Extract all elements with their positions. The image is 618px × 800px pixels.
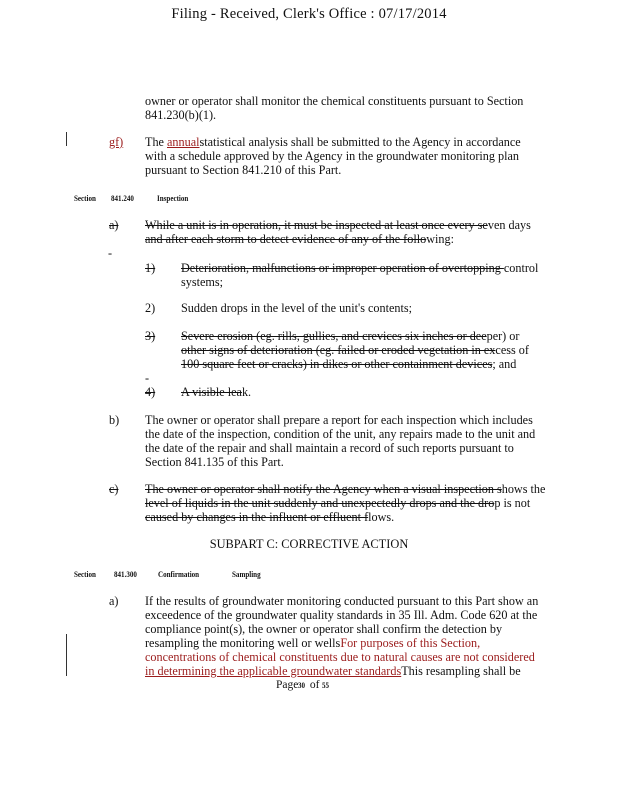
section-number: 841.240: [111, 193, 134, 203]
plain-text: This resampling shall be: [401, 664, 521, 678]
item-a2-line-5: concentrations of chemical constituents due to natural causes are not considered: [145, 650, 535, 664]
item-c-line-1: [145, 482, 545, 496]
plain-text: control: [503, 261, 539, 275]
section-title: Confirmation: [158, 569, 200, 579]
of-word: of: [309, 679, 320, 691]
inserted-text: For purposes of this Section,: [340, 636, 481, 650]
inserted-text: in determining the applicable groundwater standards: [145, 664, 402, 678]
continuation-line-2: 841.230(b)(1).: [145, 108, 217, 122]
plain-text: cess of: [495, 343, 529, 357]
dash-mark: -: [108, 246, 113, 260]
plain-text: p is not: [494, 496, 531, 510]
item-a2-line-2: exceedence of the groundwater quality standards in 35 Ill. Adm. Code 620 at the: [145, 608, 538, 622]
item-label: 4): [145, 385, 156, 399]
item-a2-line-1: If the results of groundwater monitoring conducted pursuant to this Part show an: [145, 594, 539, 608]
item-g-line-2: with a schedule approved by the Agency in the groundwater monitoring plan: [145, 149, 519, 163]
plain-text: wing:: [426, 232, 454, 246]
struck-text: other signs of deterioration (eg. failed or eroded vegetation in ex: [181, 343, 496, 357]
item-g-post: statistical analysis shall be submitted to the Agency in accordance: [199, 135, 521, 149]
item-c-line-3: [145, 510, 394, 524]
item-4-text: [181, 385, 251, 399]
item-1-line-1: [181, 261, 538, 275]
item-label: b): [109, 413, 120, 427]
item-3-line-2: [181, 343, 529, 357]
section-word: Section: [74, 569, 96, 579]
section-number: 841.300: [114, 569, 137, 579]
item-1-line-2: systems;: [181, 275, 223, 289]
section-title: Sampling: [232, 569, 261, 579]
inserted-text: annual: [167, 135, 200, 149]
struck-text: and after each storm to detect evidence of any of the follo: [145, 232, 427, 246]
struck-text: While a unit is in operation, it must be inspected at least once every se: [145, 218, 488, 232]
item-a2-line-6: [145, 664, 521, 678]
item-b-line-3: the date of the repair and shall maintain a record of such reports pursuant to: [145, 441, 514, 455]
item-c-line-2: [145, 496, 530, 510]
item-label: a): [109, 218, 119, 232]
plain-text: k.: [241, 385, 252, 399]
plain-text: resampling the monitoring well or wells: [145, 636, 341, 650]
item-a2-line-3: compliance point(s), the owner or operator shall confirm the detection by: [145, 622, 503, 636]
item-label: gf): [109, 135, 124, 149]
item-3-line-3: [181, 357, 516, 371]
struck-text: level of liquids in the unit suddenly and unexpectedly drops and the dro: [145, 496, 495, 510]
item-label: 3): [145, 329, 156, 343]
item-a-line-1: [145, 218, 531, 232]
struck-text: A visible lea: [181, 385, 242, 399]
dash-mark: -: [145, 371, 150, 385]
continuation-line-1: owner or operator shall monitor the chemical constituents pursuant to Section: [145, 94, 524, 108]
plain-text: ven days: [487, 218, 531, 232]
item-a-line-2: [145, 232, 454, 246]
section-word: Section: [74, 193, 96, 203]
page-number: 30: [298, 680, 306, 690]
item-label: c): [109, 482, 119, 496]
item-b-line-4: Section 841.135 of this Part.: [145, 455, 284, 469]
item-b-line-2: the date of the inspection, condition of the unit, any repairs made to the unit and: [145, 427, 536, 441]
plain-text: per) or: [486, 329, 520, 343]
plain-text: lows.: [368, 510, 395, 524]
item-g-pre: The: [145, 135, 167, 149]
section-title: Inspection: [157, 193, 189, 203]
item-2-text: Sudden drops in the level of the unit's contents;: [181, 301, 413, 315]
item-g-line-3: pursuant to Section 841.210 of this Part.: [145, 163, 342, 177]
subpart-heading: SUBPART C: CORRECTIVE ACTION: [209, 537, 409, 551]
item-label: 1): [145, 261, 156, 275]
filing-header: Filing - Received, Clerk's Office : 07/17/2014: [171, 6, 447, 22]
struck-text: Deterioration, malfunctions or improper operation of overtopping: [181, 261, 504, 275]
item-g-line-1: [145, 135, 521, 149]
struck-text: Severe erosion (eg. rills, gullies, and crevices six inches or dee: [181, 329, 487, 343]
page-word: Page: [276, 679, 299, 691]
total-pages: 55: [322, 680, 330, 690]
item-label: a): [109, 594, 119, 608]
struck-text: caused by changes in the influent or effluent f: [145, 510, 369, 524]
plain-text: hows the: [501, 482, 546, 496]
page-footer: [276, 679, 331, 691]
item-a2-line-4: [145, 636, 480, 650]
item-label: 2): [145, 301, 156, 315]
change-bar: [66, 132, 67, 146]
item-3-line-1: [181, 329, 519, 343]
item-b-line-1: The owner or operator shall prepare a report for each inspection which includes: [145, 413, 533, 427]
change-bar: [66, 634, 67, 676]
struck-text: 100 square feet or cracks) in dikes or other containment devices: [181, 357, 493, 371]
plain-text: ; and: [492, 357, 517, 371]
struck-text: The owner or operator shall notify the Agency when a visual inspection s: [145, 482, 502, 496]
